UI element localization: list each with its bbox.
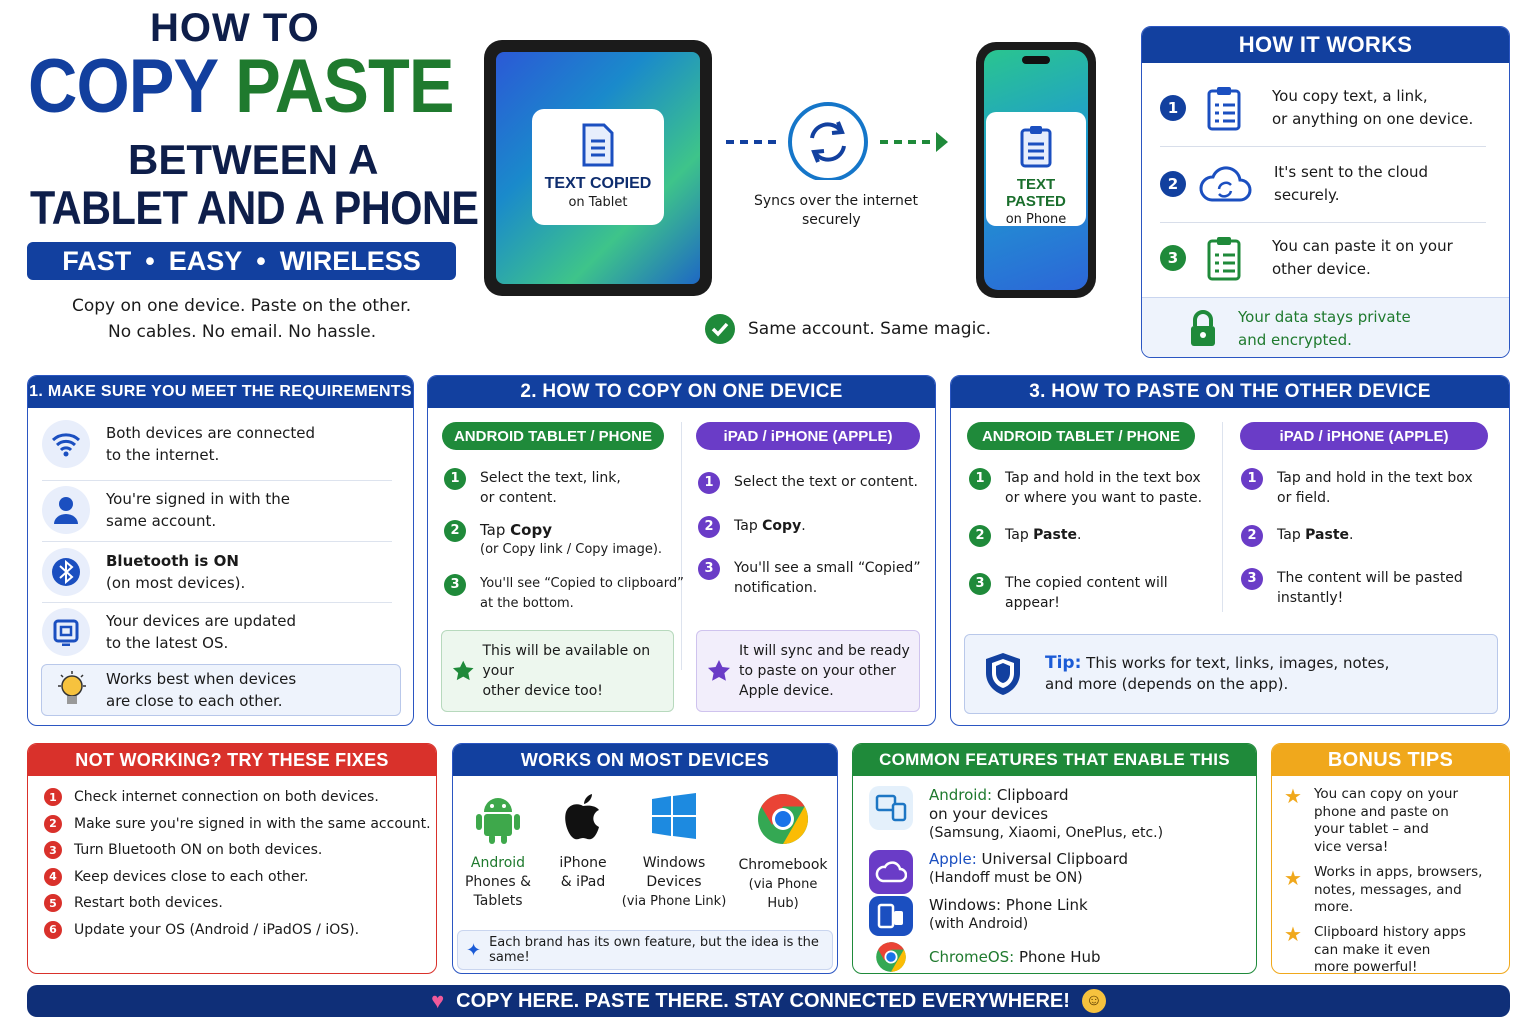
apple-icon bbox=[562, 792, 604, 842]
copy-android-pill: ANDROID TABLET / PHONE bbox=[442, 422, 664, 450]
copy-i2-after: . bbox=[801, 518, 806, 534]
paste-i1-l1: Tap and hold in the text box bbox=[1277, 470, 1473, 486]
chrome-icon bbox=[875, 941, 907, 973]
sync-caption-1: Syncs over the internet bbox=[754, 193, 918, 209]
fix-item bbox=[44, 864, 431, 891]
requirements-panel bbox=[27, 375, 414, 726]
tablet-illustration bbox=[484, 40, 712, 296]
privacy-row bbox=[1142, 297, 1510, 358]
paste-i3-num: 3 bbox=[1241, 568, 1263, 590]
footer-text: COPY HERE. PASTE THERE. STAY CONNECTED EVERYWHERE! bbox=[456, 989, 1070, 1012]
sync-caption-2: securely bbox=[802, 212, 861, 228]
bonus-3-l2: can make it even bbox=[1313, 941, 1431, 958]
device-windows-l3: (via Phone Link) bbox=[621, 894, 727, 909]
paste-apple-step-3 bbox=[1241, 568, 1463, 608]
how-step-2-l1: It's sent to the cloud bbox=[1274, 163, 1429, 181]
copy-android-note bbox=[441, 630, 674, 712]
devices-sync-icon bbox=[869, 786, 913, 830]
req-item-account bbox=[42, 486, 290, 534]
copy-android-step-3 bbox=[444, 574, 684, 614]
star-icon bbox=[707, 659, 731, 683]
how-step-3 bbox=[1160, 235, 1500, 281]
paste-android-pill: ANDROID TABLET / PHONE bbox=[967, 422, 1195, 450]
req-account-l2: same account. bbox=[106, 512, 217, 530]
feature-chromeos-key: ChromeOS: bbox=[929, 948, 1015, 966]
sync-arrow bbox=[724, 100, 954, 180]
paste-panel bbox=[950, 375, 1510, 726]
device-android bbox=[457, 792, 539, 911]
bonus-1-l1: You can copy on your bbox=[1313, 786, 1459, 802]
how-step-1-l1: You copy text, a link, bbox=[1272, 87, 1428, 105]
clipboard-icon bbox=[1018, 124, 1054, 168]
copy-i2-bold: Copy bbox=[762, 518, 802, 534]
how-step-2-num: 2 bbox=[1160, 171, 1186, 197]
how-it-works-title: HOW IT WORKS bbox=[1142, 27, 1509, 63]
bonus-tip-3 bbox=[1284, 924, 1466, 974]
paste-i2-num: 2 bbox=[1241, 525, 1263, 547]
smile-icon: ☺ bbox=[1082, 989, 1106, 1013]
feature-chromeos-val: Phone Hub bbox=[1014, 948, 1101, 966]
copy-i2-l1: Tap bbox=[734, 518, 763, 534]
req-internet-l1: Both devices are connected bbox=[106, 424, 316, 442]
copy-a3-l1: You'll see “Copied to clipboard” bbox=[480, 576, 684, 591]
copy-apple-step-3 bbox=[698, 558, 921, 598]
tablet-card-title: TEXT COPIED bbox=[544, 175, 652, 192]
fix-3-num: 3 bbox=[44, 841, 62, 859]
bonus-tip-1 bbox=[1284, 786, 1458, 856]
copy-a1-l2: or content. bbox=[480, 490, 557, 506]
paste-a1-l1: Tap and hold in the text box bbox=[1005, 470, 1201, 486]
title-between: BETWEEN A bbox=[128, 136, 379, 183]
paste-apple-step-1 bbox=[1241, 468, 1473, 508]
fix-4-num: 4 bbox=[44, 868, 62, 886]
fix-item bbox=[44, 917, 431, 944]
document-icon bbox=[580, 123, 616, 167]
copy-a3-l2: at the bottom. bbox=[480, 596, 574, 611]
same-account-row bbox=[704, 313, 991, 345]
req-item-internet bbox=[42, 420, 315, 468]
tip-l2: and more (depends on the app). bbox=[1045, 675, 1289, 693]
fix-item bbox=[44, 890, 431, 917]
tip-label: Tip: bbox=[1045, 653, 1082, 673]
paste-i2-after: . bbox=[1349, 527, 1354, 543]
device-windows-l2: Devices bbox=[646, 874, 702, 890]
copy-apple-step-1 bbox=[698, 472, 918, 494]
devices-note bbox=[457, 930, 833, 970]
feature-android bbox=[869, 786, 1163, 843]
phone-illustration bbox=[976, 42, 1096, 298]
star-icon: ★ bbox=[1284, 784, 1302, 808]
feature-android-val: Clipboard bbox=[992, 786, 1069, 804]
req-bluetooth-l1: Bluetooth is ON bbox=[106, 552, 239, 570]
bonus-3-l3: more powerful! bbox=[1313, 959, 1418, 974]
fix-item bbox=[44, 837, 431, 864]
phone-link-icon bbox=[869, 896, 913, 936]
paste-a2-num: 2 bbox=[969, 525, 991, 547]
paste-tip-box bbox=[964, 634, 1498, 714]
bonus-2-l2: notes, messages, and bbox=[1313, 881, 1462, 898]
how-it-works-panel bbox=[1141, 26, 1510, 358]
star-icon bbox=[452, 659, 474, 683]
fix-2-text: Make sure you're signed in with the same account. bbox=[74, 815, 431, 832]
subtitle-1: Copy on one device. Paste on the other. bbox=[72, 296, 412, 316]
same-account-text: Same account. Same magic. bbox=[748, 319, 992, 339]
fix-6-text: Update your OS (Android / iPadOS / iOS). bbox=[74, 921, 360, 938]
cloud-icon bbox=[869, 850, 913, 894]
windows-icon bbox=[650, 792, 698, 840]
copy-android-step-2 bbox=[444, 520, 662, 560]
bluetooth-icon bbox=[42, 548, 90, 596]
features-title: COMMON FEATURES THAT ENABLE THIS bbox=[853, 744, 1256, 776]
copy-i1-num: 1 bbox=[698, 472, 720, 494]
device-android-l1: Android bbox=[470, 855, 526, 871]
device-chromebook-l1: Chromebook bbox=[738, 857, 828, 873]
paste-a2-l1: Tap bbox=[1005, 527, 1034, 543]
paste-a3-num: 3 bbox=[969, 573, 991, 595]
banner-easy: EASY bbox=[168, 245, 243, 276]
phone-card-sub: on Phone bbox=[1005, 212, 1067, 227]
paste-a2-after: . bbox=[1077, 527, 1082, 543]
feature-windows-key: Windows: bbox=[929, 896, 1002, 914]
req-item-close bbox=[41, 664, 401, 716]
req-account-l1: You're signed in with the bbox=[106, 490, 290, 508]
copy-apple-note bbox=[696, 630, 920, 712]
bonus-1-l4: vice versa! bbox=[1313, 838, 1389, 855]
paste-android-step-1 bbox=[969, 468, 1202, 508]
paste-a3-l1: The copied content will bbox=[1005, 575, 1168, 591]
paste-i1-num: 1 bbox=[1241, 468, 1263, 490]
title-copy: COPY bbox=[28, 44, 218, 129]
feature-windows bbox=[869, 896, 1088, 936]
copy-apple-pill: iPAD / iPHONE (APPLE) bbox=[696, 422, 920, 450]
bonus-title: BONUS TIPS bbox=[1272, 744, 1509, 776]
req-item-bluetooth bbox=[42, 548, 245, 596]
devices-title: WORKS ON MOST DEVICES bbox=[453, 744, 837, 776]
privacy-l1: Your data stays private bbox=[1238, 307, 1411, 326]
copy-i-note-l3: Apple device. bbox=[739, 683, 834, 699]
copy-i2-num: 2 bbox=[698, 516, 720, 538]
req-close-l1: Works best when devices bbox=[106, 670, 297, 688]
copy-i-note-l2: to paste on your other bbox=[739, 663, 896, 679]
paste-title: 3. HOW TO PASTE ON THE OTHER DEVICE bbox=[951, 376, 1509, 408]
feature-chromeos bbox=[875, 941, 1101, 973]
req-close-l2: are close to each other. bbox=[106, 692, 283, 710]
paste-i3-l1: The content will be pasted bbox=[1277, 570, 1463, 586]
sparkle-icon: ✦ bbox=[466, 939, 482, 961]
bonus-tip-2 bbox=[1284, 864, 1482, 917]
how-step-2-l2: securely. bbox=[1274, 186, 1340, 204]
feature-apple bbox=[869, 850, 1128, 894]
star-icon: ★ bbox=[1284, 922, 1302, 946]
copy-title: 2. HOW TO COPY ON ONE DEVICE bbox=[428, 376, 935, 408]
check-circle-icon bbox=[704, 313, 736, 345]
clipboard-list-icon bbox=[1204, 85, 1244, 131]
fix-1-text: Check internet connection on both devices. bbox=[74, 789, 379, 806]
banner-fast: FAST bbox=[62, 245, 132, 276]
device-chromebook bbox=[731, 792, 835, 913]
paste-i1-l2: or field. bbox=[1277, 490, 1331, 506]
fix-item bbox=[44, 811, 431, 838]
user-icon bbox=[42, 486, 90, 534]
features-panel bbox=[852, 743, 1257, 974]
copy-a2-bold: Copy bbox=[510, 521, 553, 539]
title-tablet-phone: TABLET AND A PHONE bbox=[30, 181, 479, 234]
paste-i2-bold: Paste bbox=[1305, 527, 1350, 543]
title-paste: PASTE bbox=[235, 44, 454, 129]
how-step-1 bbox=[1160, 85, 1500, 131]
fix-6-num: 6 bbox=[44, 921, 62, 939]
phone-card-title: TEXT PASTED bbox=[1006, 176, 1066, 210]
device-android-l3: Tablets bbox=[473, 893, 523, 909]
tip-l1: This works for text, links, images, notes, bbox=[1086, 654, 1390, 672]
fix-5-num: 5 bbox=[44, 894, 62, 912]
copy-a1-num: 1 bbox=[444, 468, 466, 490]
android-icon bbox=[475, 792, 521, 844]
fix-2-num: 2 bbox=[44, 815, 62, 833]
how-step-2 bbox=[1160, 161, 1500, 207]
copy-a-note-l1: This will be available on your bbox=[482, 643, 651, 679]
copy-apple-step-2 bbox=[698, 516, 806, 538]
title-copy-paste bbox=[28, 44, 454, 130]
cloud-sync-icon bbox=[1198, 164, 1252, 204]
how-step-3-l1: You can paste it on your bbox=[1272, 237, 1453, 255]
lock-icon bbox=[1188, 310, 1218, 348]
paste-a2-bold: Paste bbox=[1033, 527, 1078, 543]
feature-android-l2: on your devices bbox=[929, 805, 1049, 823]
copy-i3-num: 3 bbox=[698, 558, 720, 580]
copy-panel bbox=[427, 375, 936, 726]
copy-i-note-l1: It will sync and be ready bbox=[739, 643, 910, 659]
bonus-1-l3: your tablet – and bbox=[1313, 821, 1429, 837]
bonus-3-l1: Clipboard history apps bbox=[1313, 924, 1466, 940]
bonus-1-l2: phone and paste on bbox=[1313, 803, 1449, 820]
lightbulb-icon bbox=[54, 670, 90, 710]
how-step-1-l2: or anything on one device. bbox=[1272, 110, 1474, 128]
copy-i3-l2: notification. bbox=[734, 580, 818, 596]
fix-4-text: Keep devices close to each other. bbox=[74, 868, 309, 885]
paste-apple-pill: iPAD / iPHONE (APPLE) bbox=[1240, 422, 1488, 450]
paste-a3-l2: appear! bbox=[1005, 595, 1060, 611]
title-how-to: HOW TO bbox=[150, 6, 320, 50]
fix-1-num: 1 bbox=[44, 788, 62, 806]
copy-android-step-1 bbox=[444, 468, 621, 508]
copy-a-note-l2: other device too! bbox=[482, 683, 603, 699]
paste-android-step-3 bbox=[969, 573, 1168, 613]
star-icon: ★ bbox=[1284, 866, 1302, 890]
feature-android-l3: (Samsung, Xiaomi, OnePlus, etc.) bbox=[929, 825, 1164, 841]
copy-a2-num: 2 bbox=[444, 520, 466, 542]
req-item-os bbox=[42, 608, 296, 656]
shield-icon bbox=[983, 651, 1023, 697]
fixes-list bbox=[44, 784, 431, 943]
feature-banner: FAST • EASY • WIRELESS bbox=[27, 242, 456, 280]
bonus-panel bbox=[1271, 743, 1510, 974]
fix-3-text: Turn Bluetooth ON on both devices. bbox=[74, 842, 323, 859]
paste-a1-num: 1 bbox=[969, 468, 991, 490]
footer-banner bbox=[27, 985, 1510, 1017]
device-iphone-l1: iPhone bbox=[559, 855, 607, 871]
req-os-l1: Your devices are updated bbox=[106, 612, 297, 630]
update-icon bbox=[42, 608, 90, 656]
device-android-l2: Phones & bbox=[464, 874, 532, 890]
paste-apple-step-2 bbox=[1241, 525, 1353, 547]
bonus-2-l3: more. bbox=[1313, 899, 1354, 915]
feature-apple-val: Universal Clipboard bbox=[976, 850, 1129, 868]
feature-windows-val: Phone Link bbox=[1001, 896, 1088, 914]
req-os-l2: to the latest OS. bbox=[106, 634, 229, 652]
fix-5-text: Restart both devices. bbox=[74, 895, 223, 912]
fixes-title: NOT WORKING? TRY THESE FIXES bbox=[28, 744, 436, 776]
copy-a2-l1: Tap bbox=[480, 521, 511, 539]
device-iphone-l2: & iPad bbox=[560, 874, 606, 890]
wifi-icon bbox=[42, 420, 90, 468]
subtitle-2: No cables. No email. No hassle. bbox=[108, 322, 377, 342]
device-chromebook-l2: (via Phone Hub) bbox=[748, 877, 818, 911]
devices-panel bbox=[452, 743, 838, 974]
copy-a3-num: 3 bbox=[444, 574, 466, 596]
copy-a1-l1: Select the text, link, bbox=[480, 470, 621, 486]
req-internet-l2: to the internet. bbox=[106, 446, 220, 464]
how-step-3-num: 3 bbox=[1160, 245, 1186, 271]
privacy-l2: and encrypted. bbox=[1238, 330, 1352, 349]
fix-item bbox=[44, 784, 431, 811]
how-step-3-l2: other device. bbox=[1272, 260, 1371, 278]
paste-android-step-2 bbox=[969, 525, 1081, 547]
feature-apple-key: Apple: bbox=[929, 850, 977, 868]
bonus-2-l1: Works in apps, browsers, bbox=[1313, 864, 1483, 880]
copy-a2-l2: (or Copy link / Copy image). bbox=[480, 542, 663, 557]
banner-wireless: WIRELESS bbox=[279, 245, 421, 276]
copy-i3-l1: You'll see a small “Copied” bbox=[734, 560, 921, 576]
device-iphone bbox=[545, 792, 621, 892]
paste-i3-l2: instantly! bbox=[1277, 590, 1344, 606]
device-windows bbox=[619, 792, 729, 911]
req-bluetooth-l2: (on most devices). bbox=[106, 574, 246, 592]
phone-pasted-card bbox=[986, 112, 1086, 226]
device-windows-l1: Windows bbox=[642, 855, 706, 871]
heart-icon: ♥ bbox=[431, 988, 445, 1013]
devices-note-text: Each brand has its own feature, but the idea is the same! bbox=[489, 935, 819, 965]
how-step-1-num: 1 bbox=[1160, 95, 1186, 121]
feature-apple-l2: (Handoff must be ON) bbox=[929, 870, 1083, 886]
tablet-card-sub: on Tablet bbox=[568, 195, 628, 210]
feature-android-key: Android: bbox=[929, 786, 993, 804]
fixes-panel bbox=[27, 743, 437, 974]
chrome-icon bbox=[756, 792, 810, 846]
clipboard-check-icon bbox=[1204, 235, 1244, 281]
copy-i1-l1: Select the text or content. bbox=[734, 474, 918, 490]
feature-windows-l2: (with Android) bbox=[929, 916, 1029, 932]
tablet-copied-card bbox=[532, 109, 664, 225]
paste-i2-l1: Tap bbox=[1277, 527, 1306, 543]
requirements-title: 1. MAKE SURE YOU MEET THE REQUIREMENTS bbox=[28, 376, 413, 408]
paste-a1-l2: or where you want to paste. bbox=[1005, 490, 1203, 506]
